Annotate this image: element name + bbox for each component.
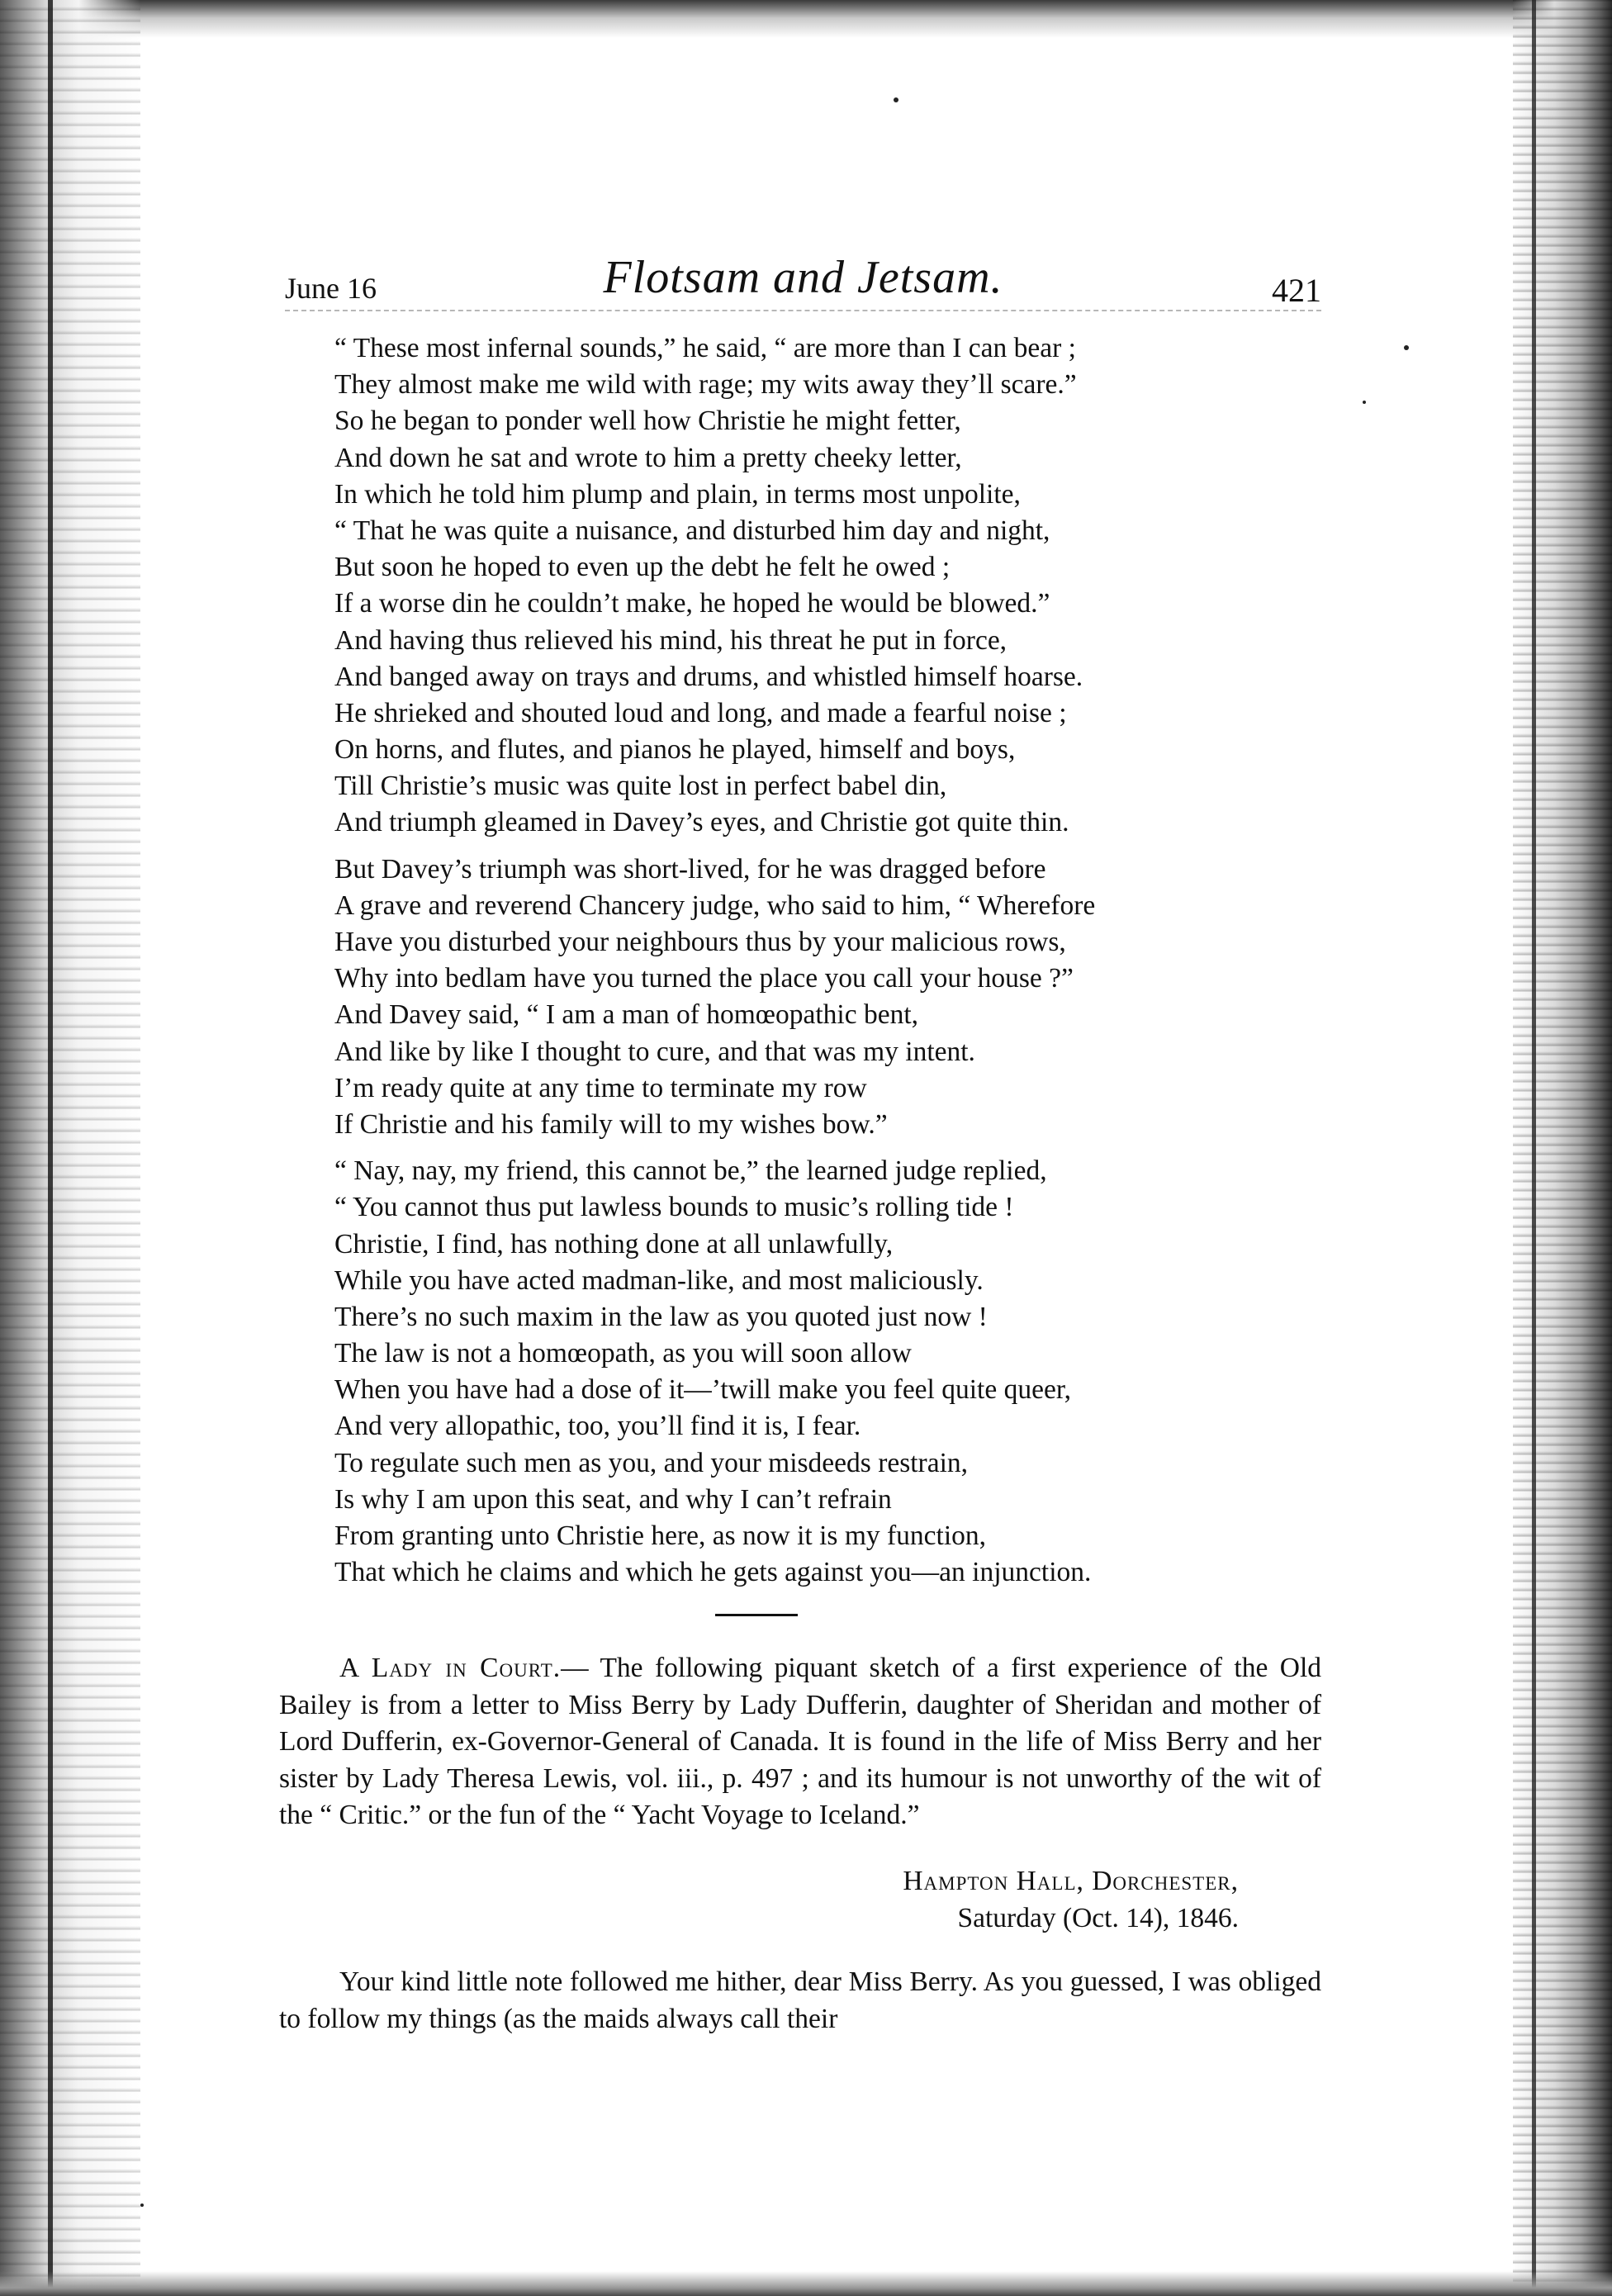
header-date: June 16 [285, 272, 377, 305]
scan-speck [1404, 345, 1409, 350]
poem-line: And banged away on trays and drums, and whistled himself hoarse. [334, 661, 1083, 692]
scan-edge-bottom [0, 2271, 1612, 2296]
poem-line: Why into bedlam have you turned the place you call your house ?” [334, 963, 1074, 994]
letter-place: Hampton Hall, Dorchester, [903, 1866, 1239, 1896]
letter-address [768, 1862, 1239, 1937]
poem-line: And triumph gleamed in Davey’s eyes, and Christie got quite thin. [334, 807, 1069, 838]
scan-speck [140, 2203, 144, 2207]
poem-line: There’s no such maxim in the law as you quoted just now ! [334, 1301, 988, 1332]
poem-stanza-2 [334, 852, 1325, 1144]
poem-line: “ Nay, nay, my friend, this cannot be,” the learned judge replied, [334, 1155, 1047, 1187]
poem-line: But soon he hoped to even up the debt he felt he owed ; [334, 552, 951, 583]
page-number: 421 [1272, 272, 1321, 309]
poem-line: The law is not a homœopath, as you will soon allow [334, 1338, 912, 1369]
poem-line: In which he told him plump and plain, in terms most unpolite, [334, 478, 1021, 510]
poem-stanza-3 [334, 1153, 1325, 1591]
poem-line: I’m ready quite at any time to terminate my row [334, 1072, 867, 1103]
scan-edge-top [0, 0, 1612, 38]
poem-line: To regulate such men as you, and your misdeeds restrain, [334, 1447, 969, 1478]
article-heading: A Lady in Court. [339, 1653, 562, 1683]
scan-edge-right [1513, 0, 1612, 2296]
poem-line: On horns, and flutes, and pianos he played, himself and boys, [334, 734, 1016, 766]
section-divider [715, 1614, 798, 1616]
header-title: Flotsam and Jetsam. [603, 252, 1003, 303]
page-edge-shadow [1532, 0, 1536, 2296]
article-paragraph: — The following piquant sketch of a first experience of the Old Bailey is from a letter to Miss Berry by Lady Dufferin, daughter of Sheridan and mother of Lord Dufferin, ex-Governor-General of Canada. It is found in the life of Miss Berry and her sister by Lady Theresa Lewis, vol. iii., p. 497 ; and its humour is not unworthy of the wit of the “ Critic.” or the fun of the “ Yacht Voyage to Iceland.” [279, 1653, 1321, 1830]
poem-line: While you have acted madman-like, and most maliciously. [334, 1264, 984, 1296]
poem-line: “ That he was quite a nuisance, and disturbed him day and night, [334, 515, 1050, 546]
poem-line: From granting unto Christie here, as now it is my function, [334, 1520, 987, 1551]
letter-body [279, 1964, 1321, 2037]
poem-line: And Davey said, “ I am a man of homœopathic bent, [334, 999, 919, 1031]
poem-line: If Christie and his family will to my wishes bow.” [334, 1108, 888, 1140]
scan-speck [894, 97, 898, 102]
poem-line: And down he sat and wrote to him a pretty cheeky letter, [334, 442, 962, 473]
article-intro [279, 1650, 1321, 1834]
poem-line: When you have had a dose of it—’twill make you feel quite queer, [334, 1374, 1072, 1406]
poem-line: “ You cannot thus put lawless bounds to music’s rolling tide ! [334, 1192, 1014, 1223]
poem-line: Have you disturbed your neighbours thus by your malicious rows, [334, 927, 1066, 957]
scan-speck [1363, 401, 1366, 404]
poem-line: They almost make me wild with rage; my wits away they’ll scare.” [334, 369, 1077, 401]
poem-line: Is why I am upon this seat, and why I can’t refrain [334, 1483, 892, 1515]
poem-block [334, 330, 1325, 1591]
poem-line: And having thus relieved his mind, his threat he put in force, [334, 624, 1007, 656]
scan-edge-left [0, 0, 140, 2296]
book-spine-shadow [48, 0, 53, 2296]
poem-line: That which he claims and which he gets against you—an injunction. [334, 1557, 1092, 1588]
poem-line: He shrieked and shouted loud and long, and made a fearful noise ; [334, 697, 1067, 728]
poem-line: And like by like I thought to cure, and that was my intent. [334, 1036, 975, 1067]
poem-line: But Davey’s triumph was short-lived, for he was dragged before [334, 853, 1046, 885]
poem-line: Christie, I find, has nothing done at all unlawfully, [334, 1228, 894, 1259]
poem-line: And very allopathic, too, you’ll find it is, I fear. [334, 1411, 861, 1442]
poem-stanza-1 [334, 330, 1325, 842]
running-header [285, 248, 1321, 314]
poem-line: So he began to ponder well how Christie he might fetter, [334, 406, 961, 437]
poem-line: A grave and reverend Chancery judge, who said to him, “ Wherefore [334, 889, 1096, 921]
poem-line: “ These most infernal sounds,” he said, “ are more than I can bear ; [334, 333, 1076, 363]
poem-line: If a worse din he couldn’t make, he hoped he would be blowed.” [334, 588, 1050, 619]
header-rule [285, 310, 1321, 311]
poem-line: Till Christie’s music was quite lost in perfect babel din, [334, 771, 947, 802]
letter-paragraph: Your kind little note followed me hither, dear Miss Berry. As you guessed, I was obliged to follow my things (as the maids always call their [279, 1966, 1321, 2034]
letter-date: Saturday (Oct. 14), 1846. [957, 1903, 1239, 1933]
